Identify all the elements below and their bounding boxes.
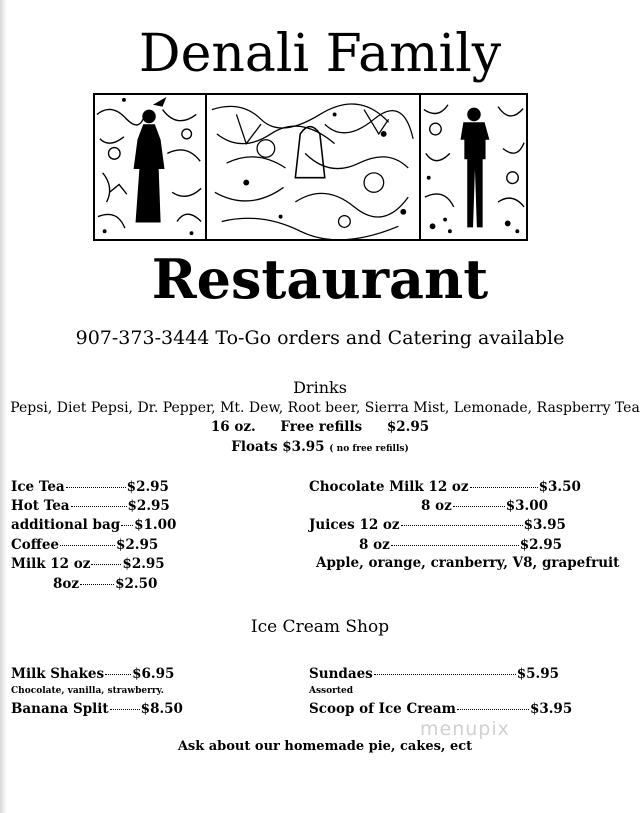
menu-item: Banana Split $8.50 [11,701,183,717]
menu-item: Sundaes $5.95 [309,666,560,682]
illustration-right [419,93,528,241]
drinks-refill-row [0,419,640,435]
drinks-size: 16 oz. [210,419,256,435]
menu-item: 8 oz $3.00 [421,498,549,514]
milk-shakes-note: Chocolate, vanilla, strawberry. [11,686,164,696]
menu-item: Ice Tea $2.95 [11,479,169,495]
juice-flavors: Apple, orange, cranberry, V8, grapefruit [316,555,620,571]
menu-item: Juices 12 oz $3.95 [309,517,566,533]
contact-line: 907-373-3444 To-Go orders and Catering available [75,327,565,349]
drinks-heading: Drinks [293,378,347,397]
menu-item: Milk Shakes $6.95 [11,666,175,682]
drinks-refills: Free refills [280,419,363,435]
menu-item: Chocolate Milk 12 oz $3.50 [309,479,581,495]
floats-row [0,439,640,455]
menu-item: additional bag $1.00 [11,517,177,533]
footer-note: Ask about our homemade pie, cakes, ect [177,739,473,754]
menu-item: Scoop of Ice Cream $3.95 [309,701,573,717]
floats-price: Floats $3.95 [231,439,325,455]
floats-note: ( no free refills) [329,444,409,454]
menu-item: Hot Tea $2.95 [11,498,170,514]
ice-cream-heading: Ice Cream Shop [250,617,390,637]
watermark: menupix [420,718,510,740]
menu-item: 8 oz $2.95 [359,537,563,553]
illustration-left [93,93,207,241]
illustration-center [205,93,421,241]
drinks-price: $2.95 [386,419,430,435]
menu-item: Coffee $2.95 [11,537,159,553]
sundaes-note: Assorted [309,686,354,696]
drinks-list: Pepsi, Diet Pepsi, Dr. Pepper, Mt. Dew, Root beer, Sierra Mist, Lemonade, Raspberry Tea [10,400,640,416]
menu-item: Milk 12 oz $2.95 [11,556,165,572]
restaurant-name-line2: Restaurant [151,247,489,311]
menu-item: 8oz $2.50 [53,576,158,592]
page-edge-shadow [0,0,7,813]
restaurant-name-line1: Denali Family [138,24,502,84]
